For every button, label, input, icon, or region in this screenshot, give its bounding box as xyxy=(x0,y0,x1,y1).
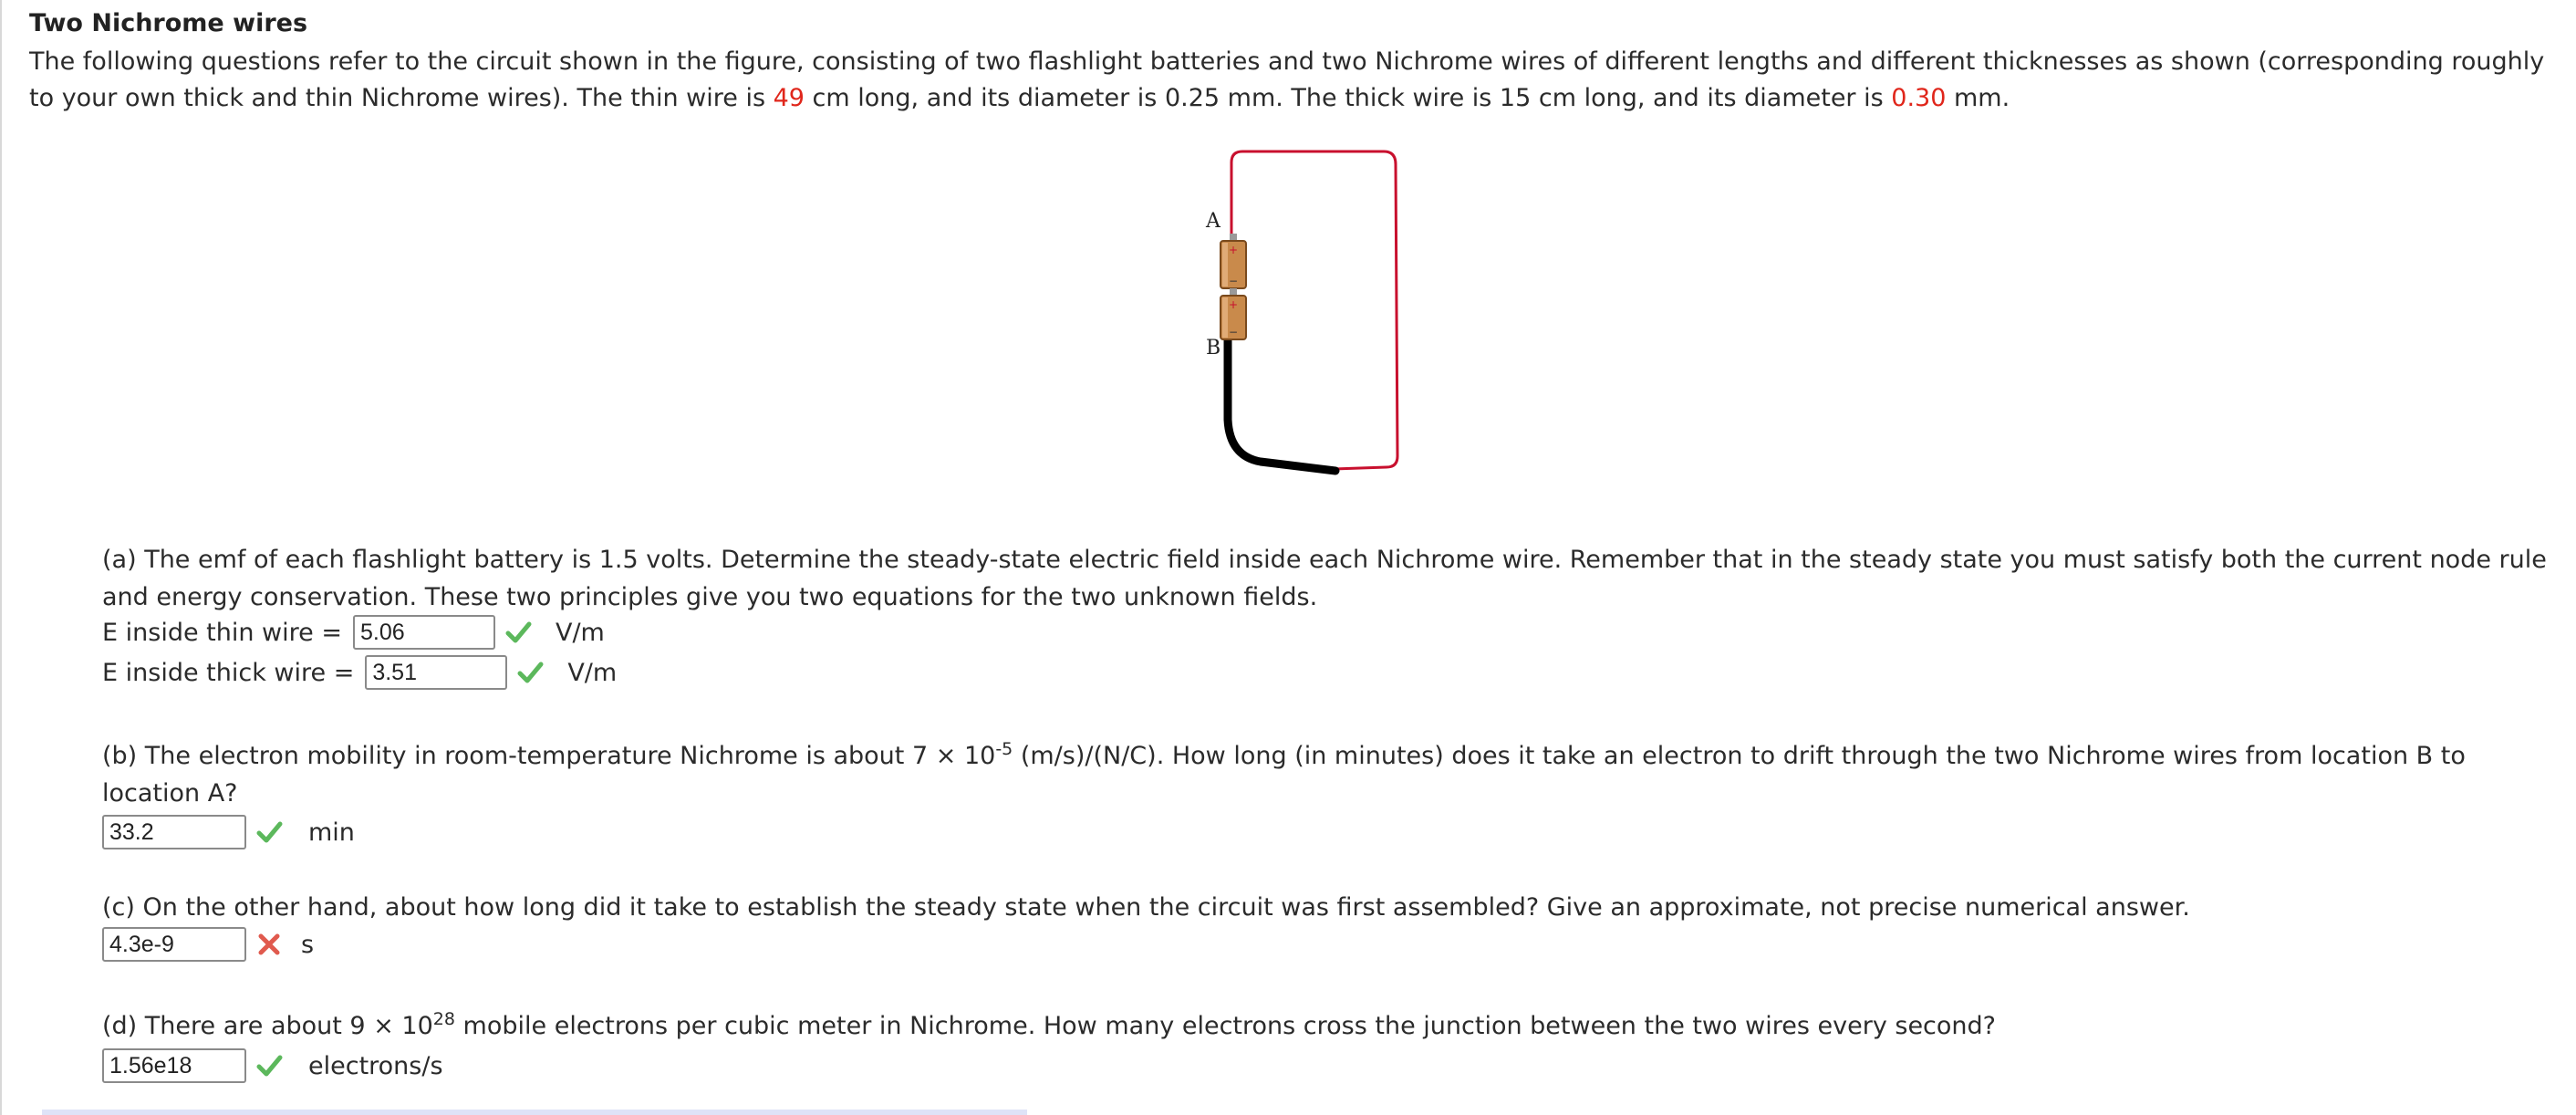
label-a: A xyxy=(1206,210,1220,233)
question-d-text-2: 10 xyxy=(393,1012,433,1040)
steady-state-time-unit: s xyxy=(301,930,315,959)
times-symbol: × xyxy=(935,742,957,770)
answer-row-c xyxy=(102,925,314,964)
question-b-text-1: (b) The electron mobility in room-temperature Nichrome is about 7 xyxy=(102,742,936,770)
steady-state-time-input[interactable]: 4.3e-9 xyxy=(102,927,246,962)
check-icon xyxy=(255,1052,283,1079)
thin-wire xyxy=(1228,151,1397,469)
thick-wire xyxy=(1228,336,1335,471)
electron-rate-input[interactable]: 1.56e18 xyxy=(102,1048,246,1083)
electron-rate-unit: electrons/s xyxy=(308,1051,443,1080)
problem-intro xyxy=(29,44,2574,117)
times-symbol: × xyxy=(373,1012,394,1040)
battery-1-plus: + xyxy=(1228,244,1239,256)
mobility-exponent: -5 xyxy=(995,739,1013,759)
question-b-text-3: (m/s)/(N/C). How long (in minutes) does it take an electron to drift through the two Nichrome wires from location B to location A? xyxy=(102,742,2466,808)
battery-2-plus: + xyxy=(1228,298,1239,311)
question-b-text-2: 10 xyxy=(956,742,996,770)
question-d-text xyxy=(102,1007,2547,1045)
intro-text-3: mm. xyxy=(1946,84,2010,112)
question-d-text-3: mobile electrons per cubic meter in Nichrome. How many electrons cross the junction between the two wires every second? xyxy=(454,1012,1996,1040)
drift-time-unit: min xyxy=(308,818,355,847)
intro-text-2: cm long, and its diameter is 0.25 mm. The thick wire is 15 cm long, and its diameter is xyxy=(804,84,1892,112)
question-a-text: (a) The emf of each flashlight battery is 1.5 volts. Determine the steady-state electric field inside each Nichrome wire. Remember that in the steady state you must satisfy both the current node rule and energy conservation. These two principles give you two equations for the two unknown fields. xyxy=(102,546,2547,611)
question-c-text: (c) On the other hand, about how long did it take to establish the steady state when the circuit was first assembled? Give an approximate, not precise numerical answer. xyxy=(102,893,2190,922)
answer-row-thin xyxy=(102,613,605,651)
bottom-bar xyxy=(42,1110,1027,1115)
thin-field-unit: V/m xyxy=(555,618,605,647)
question-b-text xyxy=(102,737,2547,812)
answer-row-thick xyxy=(102,653,617,692)
circuit-figure xyxy=(1188,146,1425,484)
thin-field-input[interactable]: 5.06 xyxy=(353,615,495,650)
intro-text-1: The following questions refer to the circuit shown in the figure, consisting of two flashlight batteries and two Nichrome wires of different lengths and different thicknesses as shown (corresponding roughly to your own thick and thin Nichrome wires). The thin wire is xyxy=(29,47,2545,112)
check-icon xyxy=(255,818,283,846)
thick-wire-diameter: 0.30 xyxy=(1891,84,1947,112)
answer-row-d xyxy=(102,1047,443,1085)
question-d-text-1: (d) There are about 9 xyxy=(102,1012,374,1040)
battery-2 xyxy=(1220,288,1246,339)
density-exponent: 28 xyxy=(432,1009,455,1029)
answer-row-b xyxy=(102,813,355,851)
drift-time-input[interactable]: 33.2 xyxy=(102,815,246,849)
thin-field-label: E inside thin wire = xyxy=(102,618,342,647)
battery-2-minus: − xyxy=(1228,326,1239,339)
battery-1-minus: − xyxy=(1228,275,1239,287)
check-icon xyxy=(504,619,532,646)
thin-wire-length: 49 xyxy=(773,84,805,112)
cross-icon xyxy=(255,931,283,958)
thick-field-unit: V/m xyxy=(567,658,618,687)
label-b: B xyxy=(1206,337,1221,360)
thick-field-input[interactable]: 3.51 xyxy=(365,655,507,690)
battery-1 xyxy=(1220,234,1246,288)
problem-title: Two Nichrome wires xyxy=(29,9,308,37)
check-icon xyxy=(516,659,544,686)
thick-field-label: E inside thick wire = xyxy=(102,658,355,687)
